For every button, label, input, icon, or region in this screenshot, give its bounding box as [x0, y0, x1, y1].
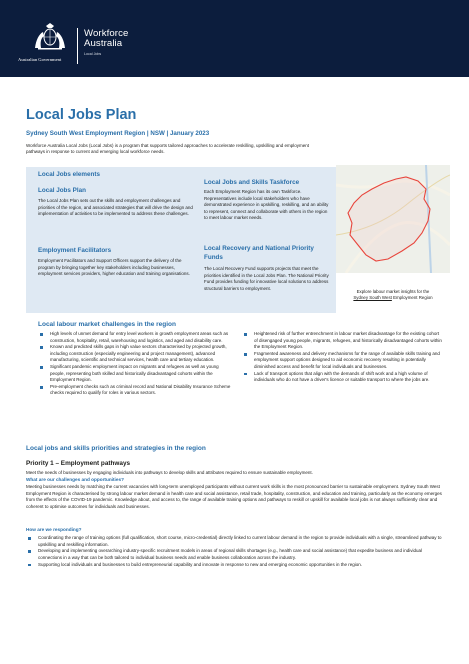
- page-title: Local Jobs Plan: [26, 107, 137, 123]
- priority1-responses: [26, 535, 446, 568]
- list-item: Supporting local individuals and businesses to build entrepreneurial capability and innovate in response to new and emerging economic opportunities in the region.: [26, 562, 446, 569]
- priority1-question2: How are we responding?: [26, 527, 82, 532]
- list-item: Coordinating the range of training options (full qualification, short course, micro-credential) directly linked to current labour demand in the region to provide individuals with a single, streamlined pathway to upskilling and reskilling information.: [26, 535, 446, 548]
- list-item: Significant pandemic employment impact on migrants and refugees as well as young people, representing both skilled and historically disadvantaged cohorts within the Employment Region.: [38, 364, 232, 384]
- list-item: Developing and implementing overarching industry-specific recruitment models in areas of regional skills shortages (e.g., health care and social assistance) that expedite business and individual connections in a way that can be both tailored to individual business needs and enable business collaboration across the industry.: [26, 548, 446, 561]
- map-caption: [318, 289, 468, 301]
- facilitators-heading: Employment Facilitators: [38, 247, 112, 254]
- recovery-body: The Local Recovery Fund supports projects that meet the priorities identified in the Local Jobs Plan. The National Priority Fund provides funding for innovative local solutions to address structural barriers to employment.: [204, 266, 329, 291]
- program-title: [84, 29, 128, 49]
- map-caption-suffix: Employment Region: [391, 295, 433, 301]
- priority1-title: Priority 1 – Employment pathways: [26, 460, 131, 467]
- map-caption-line1: Explore labour market insights for the: [356, 289, 430, 294]
- plan-heading: Local Jobs Plan: [38, 187, 86, 194]
- list-item: Known and predicted skills gaps in high value sectors characterised by projected growth, including construction (especially engineering and project management), advanced manufacturing, scientific and technical services, health care and tertiary education.: [38, 344, 232, 364]
- coat-of-arms-icon: [30, 22, 70, 52]
- challenges-right-list: [242, 331, 442, 384]
- challenges-left-list: [38, 331, 232, 397]
- program-title-line1: Workforce: [84, 28, 129, 39]
- region-map: [336, 165, 450, 273]
- header-divider: [77, 28, 78, 64]
- list-item: Fragmented awareness and delivery mechanisms for the range of available skills training and employment support options designed to aid economic recovery resulting in potentially diminished access and benefit for local individuals and businesses.: [242, 351, 442, 371]
- elements-heading: Local Jobs elements: [38, 171, 100, 178]
- taskforce-body: Each Employment Region has its own Taskforce. Representatives include local stakeholders who have demonstrated experience in upskilling, reskilling, and an ability to represent, connect and collaborate with others in the region to meet labour market needs.: [204, 189, 329, 220]
- priority1-answer1: Meeting businesses needs by matching the current vacancies with long-term unemployed participants without current work skills is the most pronounced barrier to sustainable employment. Sydney South West Employment Region is characterised by strong labour market demand in health care and social assistance, retail trade, hospitality, construction, and education and training, particularly as the economy emerges from the effects of the COVID-19 pandemic. Knowledge about, and access to, the range of available training options and pathways to reskill or upskill for available local jobs is not always sufficiently clear and coherent to optimise outcomes for individuals and businesses.: [26, 484, 442, 509]
- gov-name: Australian Government: [18, 57, 62, 62]
- list-item: Heightened risk of further entrenchment in labour market disadvantage for the existing cohort of disengaged young people, migrants, refugees, and historically disadvantaged cohorts within the Employment Region.: [242, 331, 442, 351]
- map-caption-line2: [318, 295, 468, 301]
- list-item: Lack of transport options that align with the demands of shift work and a high volume of individuals who do not have a driver's licence or suitable transport to where the jobs are.: [242, 371, 442, 384]
- taskforce-heading: Local Jobs and Skills Taskforce: [204, 179, 300, 186]
- page-subtitle: Sydney South West Employment Region | NSW | January 2023: [26, 130, 210, 137]
- plan-body: The Local Jobs Plan sets out the skills and employment challenges and priorities of the region, and associated strategies that will drive the design and implementation of activities to be implemented to address these challenges.: [38, 198, 193, 216]
- priority1-description: Meet the needs of businesses by engaging individuals into pathways to develop skills and attributes required to ensure sustainable employment.: [26, 470, 313, 475]
- priority1-question1: What are our challenges and opportunities?: [26, 477, 124, 482]
- list-item: High levels of unmet demand for entry level workers in growth employment areas such as construction, hospitality, retail, warehousing and logistics, and aged and disability care.: [38, 331, 232, 344]
- header-banner: [0, 0, 469, 77]
- recovery-heading: Local Recovery and National Priority Funds: [204, 245, 314, 261]
- priorities-heading: Local jobs and skills priorities and strategies in the region: [26, 445, 206, 452]
- challenges-heading: Local labour market challenges in the region: [38, 321, 176, 328]
- region-insights-link[interactable]: Sydney South West: [353, 295, 392, 301]
- intro-paragraph: Workforce Australia Local Jobs (Local Jobs) is a program that supports tailored approaches to accelerate reskilling, upskilling and employment pathways in response to current and emerging local workforce needs.: [26, 143, 310, 155]
- program-subtitle: Local Jobs: [84, 52, 102, 56]
- list-item: Pre-employment checks such as criminal record and National Disability Insurance Scheme checks required to qualify for roles in various sectors.: [38, 384, 232, 397]
- program-title-line2: Australia: [84, 38, 123, 49]
- facilitators-body: Employment Facilitators and Support Officers support the delivery of the program by bringing together key stakeholders including businesses, employment services providers, higher education and training organisations.: [38, 258, 190, 276]
